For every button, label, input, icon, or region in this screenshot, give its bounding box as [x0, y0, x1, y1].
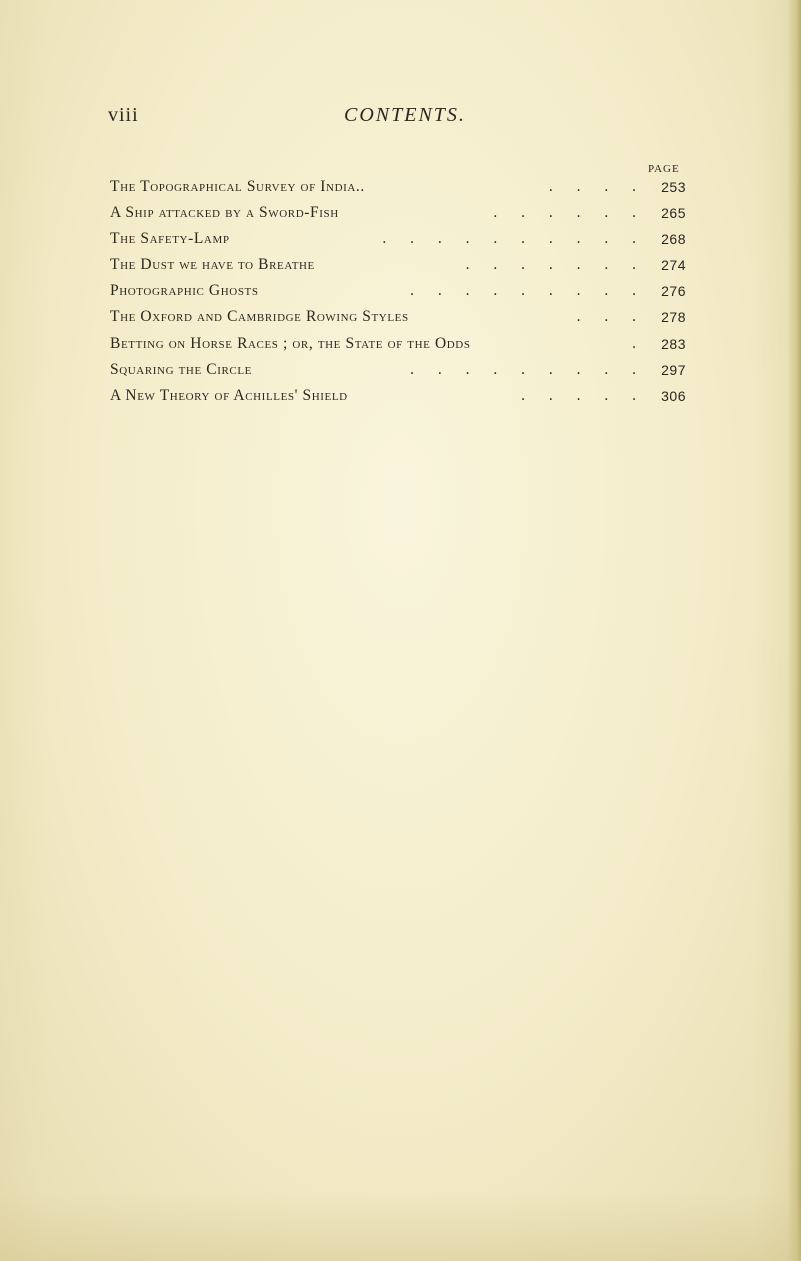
toc-entry-title: A New Theory of Achilles' Shield — [110, 386, 348, 404]
toc-leader-dots: . . . . . . . . . — [410, 360, 646, 378]
toc-entry — [110, 335, 686, 361]
toc-entry-page: 278 — [661, 309, 686, 326]
toc-entry — [110, 282, 686, 308]
toc-entry-title: The Topographical Survey of India.. — [110, 178, 365, 195]
toc-entry-title: Betting on Horse Races ; or, the State of the Odds — [110, 334, 471, 352]
page-edge-stain — [787, 0, 801, 1261]
toc-leader-dots: . . . . . . . . . . — [382, 230, 646, 248]
toc-entry-title: Squaring the Circle — [110, 360, 252, 378]
toc-leader-dots: . . . . . . . . . — [410, 282, 646, 300]
toc-entry-page: 297 — [661, 361, 686, 378]
toc-entry-page: 268 — [661, 231, 686, 248]
page-number: viii — [108, 104, 139, 126]
toc-entry-page: 274 — [661, 257, 686, 274]
toc-leader-dots: . . . . . — [521, 386, 646, 404]
toc-entry-page: 283 — [661, 335, 686, 352]
toc-entry — [110, 361, 686, 387]
toc-entry — [110, 230, 686, 256]
running-title: CONTENTS. — [344, 104, 466, 126]
page-bottom-stain — [0, 1191, 801, 1261]
page-column-header: PAGE — [648, 163, 680, 175]
toc-entry-title: The Dust we have to Breathe — [110, 256, 315, 274]
table-of-contents — [110, 178, 686, 413]
toc-leader-dots: . . . . . . — [493, 204, 646, 222]
toc-entry-page: 253 — [661, 179, 686, 195]
toc-entry-page: 265 — [661, 205, 686, 222]
toc-entry-title: The Safety-Lamp — [110, 230, 230, 248]
toc-entry-page: 306 — [661, 387, 686, 404]
running-header — [108, 104, 708, 136]
toc-entry — [110, 178, 686, 204]
toc-entry — [110, 256, 686, 282]
toc-leader-dots: . . . — [576, 308, 646, 326]
toc-leader-dots: . . . . — [548, 178, 646, 195]
toc-entry — [110, 387, 686, 413]
toc-leader-dots: . — [632, 334, 646, 352]
toc-entry — [110, 204, 686, 230]
toc-entry-title: Photographic Ghosts — [110, 282, 259, 300]
toc-entry-page: 276 — [661, 283, 686, 300]
toc-entry-title: A Ship attacked by a Sword-Fish — [110, 204, 339, 222]
toc-leader-dots: . . . . . . . — [465, 256, 646, 274]
toc-entry — [110, 308, 686, 334]
toc-entry-title: The Oxford and Cambridge Rowing Styles — [110, 308, 409, 326]
